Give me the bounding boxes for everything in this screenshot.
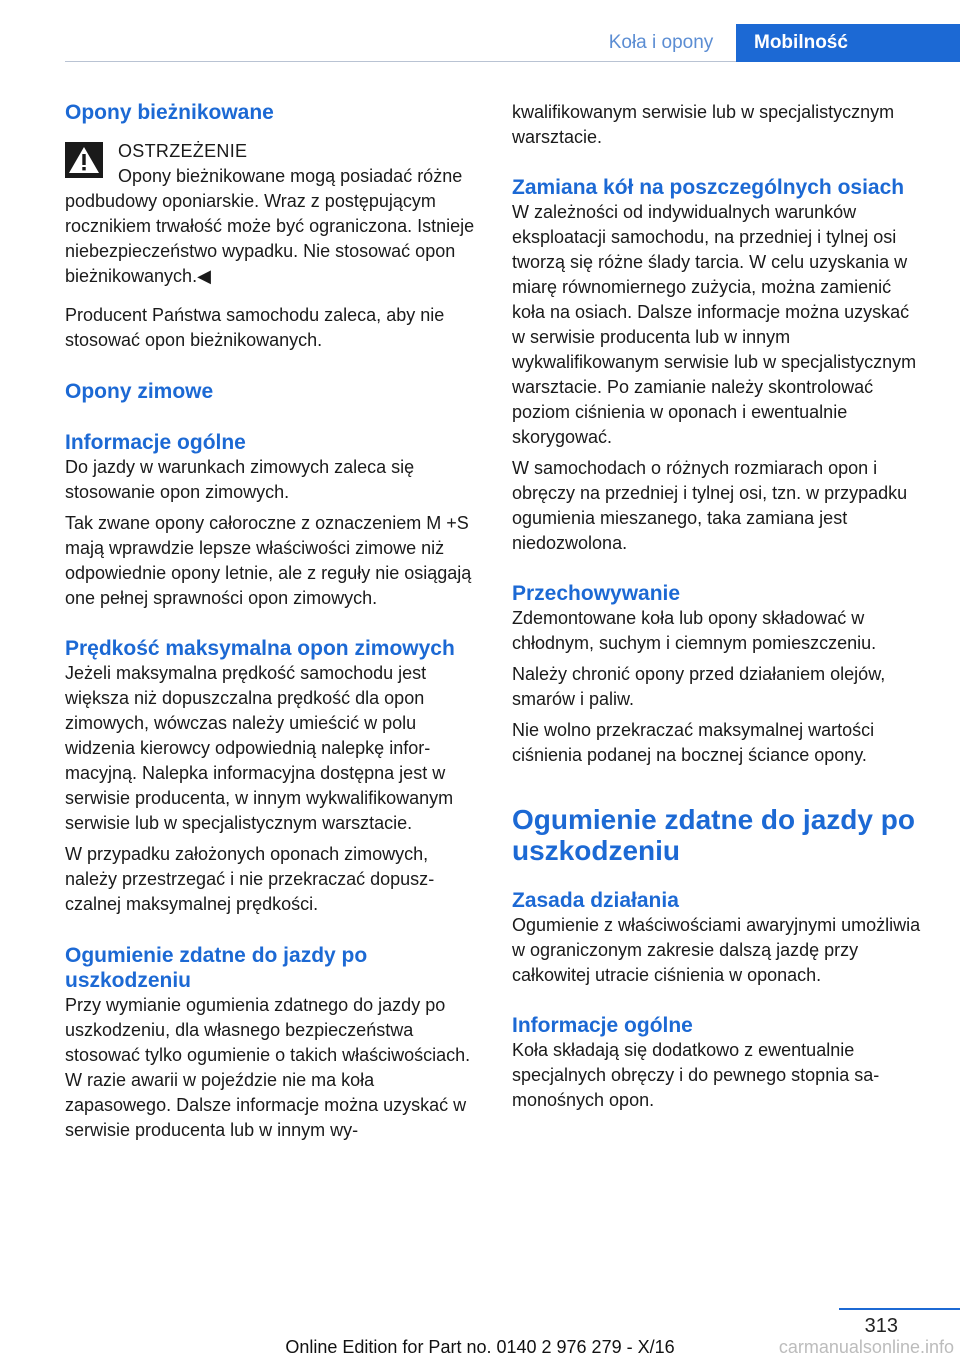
paragraph-general-1: Do jazdy w warunkach zimowych zaleca się stosowanie opon zimowych. — [65, 457, 415, 502]
paragraph-speed-2: W przypadku założonych oponach zimowych, należy przestrzegać i nie przekraczać dopuszczalnej maksymalnej prędkości. — [65, 844, 435, 914]
right-column — [512, 100, 927, 1113]
paragraph-principle: Ogumienie z właściwościami awaryjnymi umożliwia w ograniczonym zakresie dalszą jazdę przy całkowitej utracie ciśnienia w oponach. — [512, 915, 921, 985]
paragraph-swap-1: W zależności od indywidualnych warunków eksploatacji samochodu, na przedniej i tylnej osi tworzą się różne ślady tarcia. W celu uzyskania w miarę równomiernego zużycia, można zamienić koła na osiach. Dalsze informacje można uzyskać w serwisie producenta lub w innym wykwalifikowanym serwisie lub w specjalistycznym warsztacie. Po zamianie należy skontrolować poziom ciśnienia w oponach i ewentualnie skorygować. — [512, 202, 917, 447]
heading-max-speed: Prędkość maksymalna opon zimowych — [65, 637, 455, 660]
heading-winter-tyres: Opony zimowe — [65, 380, 214, 403]
heading-principle: Zasada działania — [512, 889, 679, 912]
paragraph-speed-1: Jeżeli maksymalna prędkość samochodu jest większa niż dopuszczalna prędkość dla opon zimowych, wówczas należy umieścić w polu widzenia kierowcy odpowiednią nalepkę informacyjną. Nalepka informacyjna dostępna jest w serwisie producenta, w innym wykwalifikowanym serwisie lub w specjalistycznym warsztacie. — [65, 663, 454, 833]
paragraph-storage-3: Nie wolno przekraczać maksymalnej wartości ciśnienia podanej na bocznej ściance opony. — [512, 720, 875, 765]
paragraph-continued: kwalifikowanym serwisie lub w specjalistycznym warsztacie. — [512, 102, 895, 147]
warning-title: OSTRZEŻENIE — [118, 141, 248, 161]
footer-rule — [839, 1308, 960, 1310]
paragraph-general-2: Tak zwane opony całoroczne z oznaczeniem M +S mają wprawdzie lepsze właściwości zimowe niż odpowiednie opony letnie, ale z reguły nie osiągają one pełnej sprawności opon zimowych. — [65, 513, 472, 608]
paragraph-swap-2: W samochodach o różnych rozmiarach opon i obręczy na przedniej i tylnej osi, tzn. w przypadku ogumienia mieszanego, taka zamiana jest niedozwolona. — [512, 458, 908, 553]
page-number: 313 — [864, 1315, 898, 1337]
heading-wheel-swap: Zamiana kół na poszczególnych osiach — [512, 176, 905, 199]
warning-text: Opony bieżnikowane mogą posiadać różne podbudowy oponiarskie. Wraz z postępującym rocznikiem trwałość może być ograniczona. Istnieje niebezpieczeństwo wypadku. Nie stosować opon bieżnikowanych.◀ — [65, 166, 475, 286]
heading-runflat-big: Ogumienie zdatne do jazdy po uszkodzeniu — [512, 804, 915, 866]
edition-line: Online Edition for Part no. 0140 2 976 279 - X/16 — [285, 1337, 675, 1357]
heading-general-info: Informacje ogólne — [65, 431, 246, 454]
heading-general-info-2: Informacje ogólne — [512, 1014, 693, 1037]
header-section-label: Koła i opony — [608, 32, 714, 53]
heading-storage: Przechowywanie — [512, 582, 681, 605]
heading-runflat: Ogumienie zdatne do jazdy po uszkodzeniu — [65, 944, 368, 992]
paragraph-runflat: Przy wymianie ogumienia zdatnego do jazdy po uszkodzeniu, dla własnego bezpieczeństwa stosować tylko ogumienie o takich właściwościach. W razie awarii w pojeździe nie ma koła zapasowego. Dalsze informacje można uzyskać w serwisie producenta lub w innym wy- — [65, 995, 471, 1140]
watermark: carmanualsonline.info — [778, 1337, 954, 1357]
heading-retreaded-tyres: Opony bieżnikowane — [65, 101, 274, 124]
paragraph-storage-1: Zdemontowane koła lub opony składować w chłodnym, suchym i ciemnym pomieszczeniu. — [512, 608, 877, 653]
header-chapter-tab: Mobilność — [736, 24, 960, 62]
warning-block — [65, 139, 483, 289]
paragraph-manufacturer: Producent Państwa samochodu zaleca, aby nie stosować opon bieżnikowanych. — [65, 305, 445, 350]
warning-triangle-icon — [65, 142, 103, 178]
left-column — [65, 100, 483, 1143]
paragraph-general-info-2: Koła składają się dodatkowo z ewentualnie specjalnych obręczy i do pewnego stopnia samonośnych opon. — [512, 1040, 880, 1110]
paragraph-storage-2: Należy chronić opony przed działaniem olejów, smarów i paliw. — [512, 664, 886, 709]
